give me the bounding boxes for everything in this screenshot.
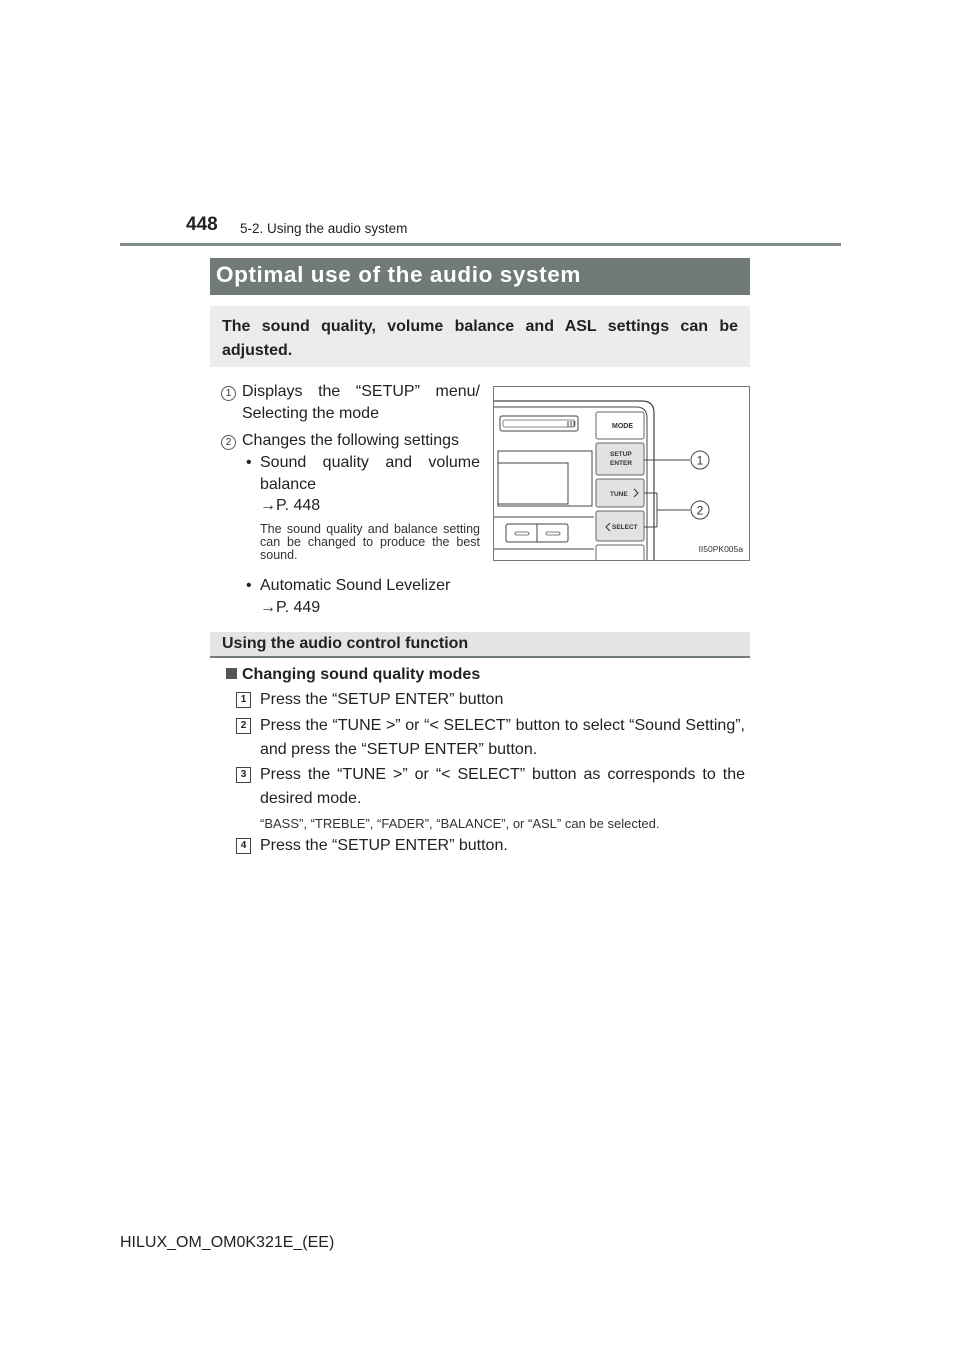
- intro-text: The sound quality, volume balance and ASL settings can be adjusted.: [222, 318, 738, 359]
- section-title-bar: [210, 258, 750, 295]
- balance-note: The sound quality and balance setting can be changed to produce the best sound.: [260, 522, 480, 562]
- callout-2-text: Changes the following settings: [242, 432, 460, 449]
- step-4-text: Press the “SETUP ENTER” button.: [260, 837, 508, 854]
- bullet-1: •: [246, 454, 252, 471]
- step-1-text: Press the “SETUP ENTER” button: [260, 691, 504, 708]
- figure-code: II50PK005a: [698, 544, 743, 554]
- setting-asl: Automatic Sound Levelizer: [260, 577, 451, 594]
- step-1-number: 1: [236, 692, 251, 708]
- page-ref-448[interactable]: →P. 448: [260, 497, 321, 514]
- subsection-heading: [226, 664, 480, 686]
- setting-sound-quality: Sound quality and volume balance: [260, 454, 480, 493]
- intro-box: [210, 306, 750, 367]
- enter-button-label: ENTER: [610, 460, 633, 467]
- document-footer-code: HILUX_OM_OM0K321E_(EE): [120, 1234, 335, 1251]
- select-button-label: SELECT: [612, 524, 638, 531]
- section-breadcrumb: 5-2. Using the audio system: [240, 221, 408, 236]
- step-3-number: 3: [236, 767, 251, 783]
- subsection-title-bar: [210, 632, 750, 658]
- square-bullet-icon: [226, 668, 237, 679]
- subsection-title: Using the audio control function: [222, 635, 469, 652]
- step-2-text: Press the “TUNE >” or “< SELECT” button to select “Sound Setting”, and press the “SETUP ENTER” button.: [260, 717, 745, 758]
- callout-1-marker: 1: [221, 386, 236, 401]
- audio-unit-figure: [493, 386, 750, 561]
- header-divider: [120, 243, 841, 246]
- callout-1-text: Displays the “SETUP” menu/ Selecting the mode: [242, 383, 480, 422]
- step-2-number: 2: [236, 718, 251, 734]
- bullet-2: •: [246, 577, 252, 594]
- mode-button-label: MODE: [612, 423, 633, 430]
- section-title: Optimal use of the audio system: [216, 262, 581, 287]
- setup-button-label: SETUP: [610, 451, 632, 458]
- audio-unit-illustration: [494, 387, 750, 561]
- step-3-note: “BASS”, “TREBLE”, “FADER”, “BALANCE”, or “ASL” can be selected.: [260, 816, 660, 831]
- callout-2-marker: 2: [221, 435, 236, 450]
- page-number: 448: [186, 214, 218, 235]
- figure-callout-1-num: 1: [696, 453, 704, 468]
- page-ref-449[interactable]: →P. 449: [260, 599, 321, 616]
- subsection-heading-text: Changing sound quality modes: [242, 666, 481, 683]
- figure-callout-2-num: 2: [696, 503, 704, 518]
- step-4-number: 4: [236, 838, 251, 854]
- step-3-text: Press the “TUNE >” or “< SELECT” button as corresponds to the desired mode.: [260, 766, 745, 807]
- tune-button-label: TUNE: [610, 491, 628, 498]
